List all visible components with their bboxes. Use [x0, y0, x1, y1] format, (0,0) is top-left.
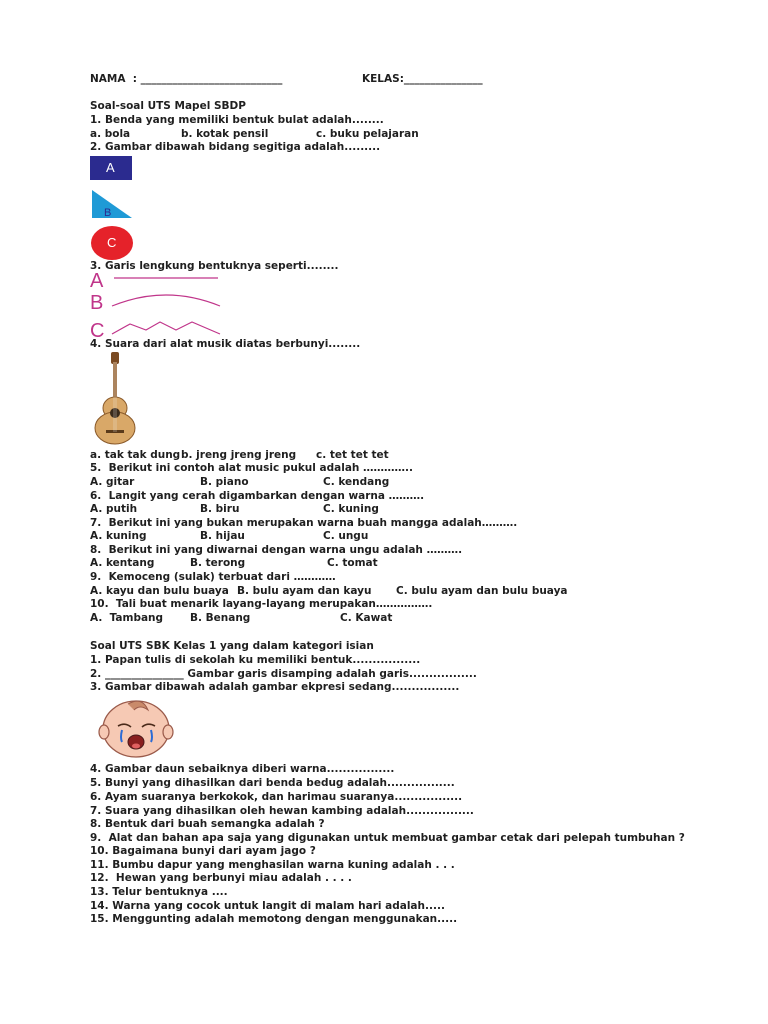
guitar-image — [90, 350, 140, 446]
curved-line — [110, 290, 222, 312]
section1-title: Soal-soal UTS Mapel SBDP — [90, 100, 246, 112]
question-10: 10. Tali buat menarik layang-layang merupakan……………. — [90, 598, 433, 610]
isian-item-13: 13. Telur bentuknya .... — [90, 886, 228, 898]
isian-item-15: 15. Menggunting adalah memotong dengan menggunakan..... — [90, 913, 458, 925]
isian-item-6: 6. Ayam suaranya berkokok, dan harimau suaranya................. — [90, 791, 463, 803]
question-1: 1. Benda yang memiliki bentuk bulat adalah........ — [90, 114, 384, 126]
q4-option-a: a. tak tak dung — [90, 449, 181, 461]
q9-option-b: B. bulu ayam dan kayu — [237, 585, 372, 597]
q7-option-b: B. hijau — [200, 530, 245, 542]
shape-circle — [91, 226, 133, 260]
isian-item-5: 5. Bunyi yang dihasilkan dari benda bedug adalah................. — [90, 777, 455, 789]
q8-option-c: C. tomat — [327, 557, 378, 569]
class-field-label: KELAS:_______________ — [362, 73, 483, 85]
q9-option-c: C. bulu ayam dan bulu buaya — [396, 585, 568, 597]
isian-item-9: 9. Alat dan bahan apa saja yang digunakan untuk membuat gambar cetak dari pelepah tumbuhan ? — [90, 832, 685, 844]
q6-option-c: C. kuning — [323, 503, 379, 515]
crying-face-image — [98, 696, 174, 760]
shape-square — [90, 156, 132, 180]
q4-option-c: c. tet tet tet — [316, 449, 389, 461]
q7-option-c: C. ungu — [323, 530, 369, 542]
shape-triangle — [90, 188, 134, 220]
q8-option-a: A. kentang — [90, 557, 155, 569]
line-a-label: A — [90, 270, 104, 292]
q8-option-b: B. terong — [190, 557, 246, 569]
q1-option-b: b. kotak pensil — [181, 128, 269, 140]
q5-option-a: A. gitar — [90, 476, 135, 488]
q10-option-b: B. Benang — [190, 612, 251, 624]
isian-item-2: 2. _______________ Gambar garis disamping adalah garis................. — [90, 668, 477, 680]
isian-item-7: 7. Suara yang dihasilkan oleh hewan kambing adalah................. — [90, 805, 474, 817]
question-8: 8. Berikut ini yang diwarnai dengan warna ungu adalah ………. — [90, 544, 463, 556]
question-2: 2. Gambar dibawah bidang segitiga adalah......... — [90, 141, 381, 153]
zigzag-line — [110, 318, 222, 338]
isian-item-12: 12. Hewan yang berbunyi miau adalah . . . . — [90, 872, 352, 884]
question-4: 4. Suara dari alat musik diatas berbunyi........ — [90, 338, 361, 350]
question-5: 5. Berikut ini contoh alat music pukul adalah ………….. — [90, 462, 414, 474]
shape-triangle-label: B — [104, 207, 112, 219]
q6-option-a: A. putih — [90, 503, 138, 515]
shape-square-label: A — [106, 160, 115, 175]
isian-item-8: 8. Bentuk dari buah semangka adalah ? — [90, 818, 325, 830]
q5-option-c: C. kendang — [323, 476, 390, 488]
question-7: 7. Berikut ini yang bukan merupakan warna buah mangga adalah………. — [90, 517, 518, 529]
isian-item-1: 1. Papan tulis di sekolah ku memiliki bentuk................. — [90, 654, 421, 666]
shape-circle-label: C — [107, 235, 117, 250]
q1-option-c: c. buku pelajaran — [316, 128, 419, 140]
q10-option-c: C. Kawat — [340, 612, 393, 624]
q10-option-a: A. Tambang — [90, 612, 164, 624]
q4-option-b: b. jreng jreng jreng — [181, 449, 297, 461]
isian-item-11: 11. Bumbu dapur yang menghasilan warna kuning adalah . . . — [90, 859, 455, 871]
isian-item-4: 4. Gambar daun sebaiknya diberi warna................. — [90, 763, 395, 775]
isian-item-14: 14. Warna yang cocok untuk langit di malam hari adalah..... — [90, 900, 445, 912]
question-9: 9. Kemoceng (sulak) terbuat dari ………… — [90, 571, 336, 583]
q6-option-b: B. biru — [200, 503, 240, 515]
line-c-label: C — [90, 320, 105, 342]
straight-line — [112, 272, 222, 284]
q1-option-a: a. bola — [90, 128, 131, 140]
q9-option-a: A. kayu dan bulu buaya — [90, 585, 229, 597]
name-field-label: NAMA : ___________________________ — [90, 73, 283, 85]
question-6: 6. Langit yang cerah digambarkan dengan warna ………. — [90, 490, 425, 502]
q5-option-b: B. piano — [200, 476, 249, 488]
section2-title: Soal UTS SBK Kelas 1 yang dalam kategori isian — [90, 640, 374, 652]
isian-item-10: 10. Bagaimana bunyi dari ayam jago ? — [90, 845, 316, 857]
q7-option-a: A. kuning — [90, 530, 147, 542]
isian-item-3: 3. Gambar dibawah adalah gambar ekpresi sedang................. — [90, 681, 460, 693]
line-b-label: B — [90, 292, 104, 314]
question-3: 3. Garis lengkung bentuknya seperti........ — [90, 260, 339, 272]
